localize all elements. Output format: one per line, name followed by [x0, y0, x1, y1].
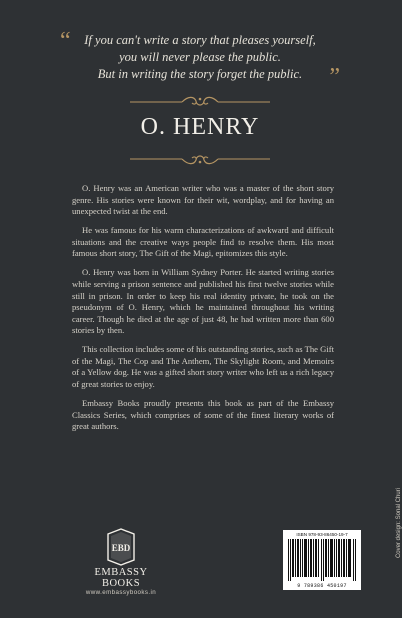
blurb-paragraph-5: Embassy Books proudly presents this book as part of the Embassy Classics Series, which comprises of some of the finest literary works of great authors.: [72, 398, 334, 432]
publisher-logo: [78, 528, 164, 596]
barcode-bars: [288, 539, 356, 581]
author-name: O. HENRY: [140, 114, 260, 140]
publisher-url: www.embassybooks.in: [85, 589, 157, 596]
quote-line-3: But in writing the story forget the public.: [97, 67, 303, 81]
isbn-barcode: [283, 530, 361, 590]
ornament-divider-bottom: [130, 151, 270, 167]
blurb-paragraph-1: O. Henry was an American writer who was a master of the short story genre. His stories were known for their wit, wordplay, and for having an unexpected twist at the end.: [72, 183, 334, 217]
blurb-paragraph-3: O. Henry was born in William Sydney Porter. He started writing stories while serving a prison sentence and published his first twelve stories while still in prison. In order to keep his real identity private, he took on the pseudonym of O. Henry, which he maintained throughout his writing career. Though he died at the age of just 48, he had written more than 600 stories by then.: [72, 267, 334, 336]
cover-design-credit: Cover design: Sonal Churi: [396, 488, 402, 559]
publisher-emblem-icon: [106, 528, 136, 566]
barcode-digits: 9 789386 450197: [297, 583, 347, 589]
open-quote-mark: “: [60, 28, 71, 54]
close-quote-mark: ”: [329, 64, 340, 90]
publisher-monogram: EBD: [111, 543, 131, 553]
quote-line-1: If you can't write a story that pleases yourself,: [84, 33, 316, 47]
author-quote: [60, 28, 340, 90]
isbn-label: ISBN 978-93-86450-19-7: [296, 532, 348, 537]
quote-line-2: you will never please the public.: [119, 50, 281, 64]
publisher-name: EMBASSY BOOKS: [94, 567, 148, 589]
ornament-divider-top: [130, 94, 270, 110]
blurb-text: [72, 183, 334, 440]
blurb-paragraph-2: He was famous for his warm characterizations of awkward and difficult situations and the creative ways people find to resolve them. His most famous short story, The Gift of the Magi, epitomizes this style.: [72, 225, 334, 259]
blurb-paragraph-4: This collection includes some of his outstanding stories, such as The Gift of the Magi, The Cop and The Anthem, The Skylight Room, and Memoirs of a Yellow dog. He was a gifted short story writer who left us a rich legacy of great stories to enjoy.: [72, 344, 334, 390]
